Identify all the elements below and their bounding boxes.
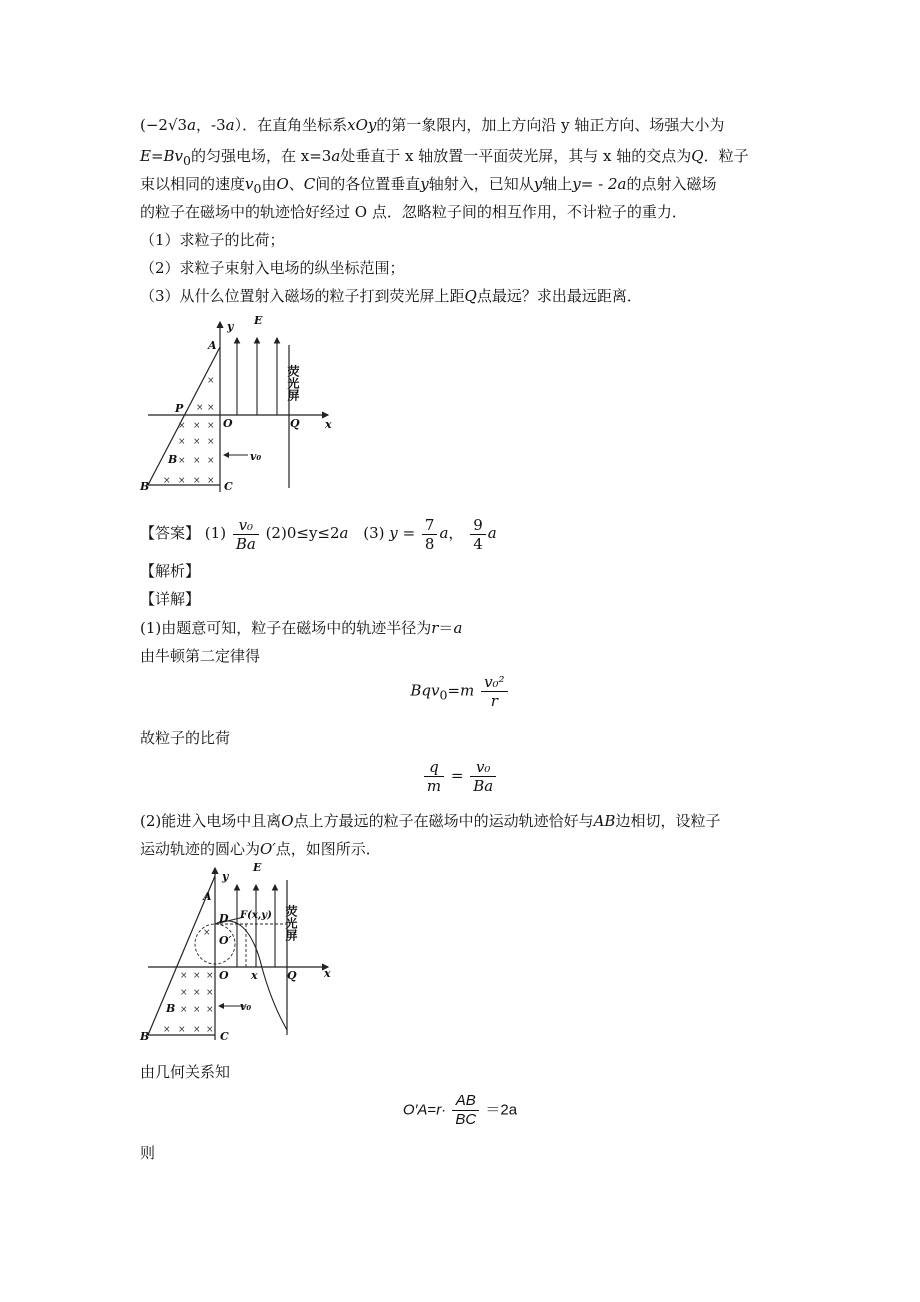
text: = xyxy=(450,766,464,785)
field-cross: × xyxy=(163,476,171,486)
fig2-label-Q: Q xyxy=(287,969,297,982)
field-cross: × xyxy=(178,476,186,486)
fraction xyxy=(452,1092,479,1129)
text: (3) xyxy=(363,524,385,542)
text: 轴射入，已知从 xyxy=(428,175,534,193)
field-cross: × xyxy=(193,988,201,998)
field-cross: × xyxy=(178,1025,186,1035)
numerator: v₀² xyxy=(481,673,508,692)
text: xOy xyxy=(347,116,377,134)
numerator: 7 xyxy=(422,516,438,535)
problem-line-4: 的粒子在磁场中的轨迹恰好经过 O 点．忽略粒子间的相互作用，不计粒子的重力． xyxy=(140,203,687,221)
text: 束以相同的速度 xyxy=(140,175,246,193)
text: ）．在直角坐标系 xyxy=(234,116,348,134)
fig2-label-O: O xyxy=(219,969,229,982)
field-cross: × xyxy=(193,476,201,486)
fig1-label-P: P xyxy=(175,402,184,415)
fig1-label-y: y xyxy=(227,320,234,333)
question-2: （2）求粒子束射入电场的纵坐标范围； xyxy=(140,259,405,277)
text: 轴上 xyxy=(542,175,573,193)
denominator: BC xyxy=(455,1111,477,1128)
fig1-label-B: B xyxy=(140,480,150,492)
text: C xyxy=(303,175,316,193)
text: 0 xyxy=(439,687,448,703)
text: 由 xyxy=(261,175,277,193)
text: Bqv xyxy=(410,681,440,700)
fig2-label-x-point: x xyxy=(251,969,258,982)
field-cross: × xyxy=(178,421,186,431)
ratio-text: 故粒子的比荷 xyxy=(140,729,231,747)
field-cross: × xyxy=(180,988,188,998)
answer-line xyxy=(140,513,497,553)
fig2-label-v0: v₀ xyxy=(240,1000,252,1013)
text: Q xyxy=(691,147,704,165)
text: r xyxy=(431,619,439,637)
text: y xyxy=(420,175,429,193)
text: O′ xyxy=(260,840,276,858)
fig2-label-B-field: B xyxy=(166,1002,176,1015)
field-cross: × xyxy=(178,456,186,466)
text: = xyxy=(402,524,416,542)
numerator: 9 xyxy=(470,516,486,535)
figure-1 xyxy=(138,312,338,492)
field-cross: × xyxy=(206,1025,214,1035)
text: 处垂直于 x 轴放置一平面荧光屏，其与 x 轴的交点为 xyxy=(340,147,692,165)
text: a xyxy=(439,524,449,542)
text: 0 xyxy=(253,181,262,196)
denominator: 8 xyxy=(424,534,435,553)
text: ，-3 xyxy=(196,116,226,134)
newton-text: 由牛顿第二定律得 xyxy=(140,647,261,665)
fig1-label-B-field: B xyxy=(168,453,178,466)
text: O xyxy=(281,812,294,830)
question-1: （1）求粒子的比荷； xyxy=(140,231,285,249)
fig2-label-y: y xyxy=(222,870,229,883)
text: 间的各位置垂直 xyxy=(315,175,421,193)
text: = xyxy=(447,681,461,700)
text: ， xyxy=(448,524,464,542)
text: = xyxy=(427,1101,437,1119)
fig2-label-F: F(x,y) xyxy=(240,910,272,921)
fraction xyxy=(470,516,486,553)
field-cross: × xyxy=(193,971,201,981)
fraction xyxy=(233,516,259,553)
text: ．粒子 xyxy=(703,147,749,165)
fraction xyxy=(470,758,496,795)
fig2-label-A: A xyxy=(203,890,212,903)
text: 的匀强电场，在 x=3 xyxy=(190,147,332,165)
denominator: Ba xyxy=(235,534,256,553)
field-cross: × xyxy=(178,437,186,447)
text: ( xyxy=(140,116,146,134)
text: 点，如图所示． xyxy=(275,840,381,858)
text: (2)0≤y≤2 xyxy=(265,524,340,542)
fig1-label-v0: v₀ xyxy=(250,450,262,463)
equation-1 xyxy=(0,673,920,710)
field-cross: × xyxy=(207,403,215,413)
field-cross: × xyxy=(207,376,215,386)
text: 点上方最远的粒子在磁场中的运动轨迹恰好与 xyxy=(293,812,594,830)
field-cross: × xyxy=(180,1005,188,1015)
text: m xyxy=(460,681,475,700)
step-2-line-2 xyxy=(140,838,381,860)
numerator: v₀ xyxy=(470,758,496,777)
step-2-line-1 xyxy=(140,810,720,832)
fig1-label-x: x xyxy=(325,418,332,431)
equation-3 xyxy=(0,1092,920,1129)
field-cross: × xyxy=(206,988,214,998)
text: a xyxy=(331,147,341,165)
text: E=Bv xyxy=(140,147,184,165)
text: y xyxy=(389,524,398,542)
numerator: v₀ xyxy=(233,516,259,535)
field-cross: × xyxy=(207,456,215,466)
text: 0 xyxy=(183,153,191,168)
fig1-screen-label: 荧光屏 xyxy=(286,365,300,401)
fig2-label-E: E xyxy=(253,861,262,874)
text: 的点射入磁场 xyxy=(626,175,717,193)
fig1-label-E: E xyxy=(254,314,263,327)
fraction xyxy=(422,516,438,553)
field-cross: × xyxy=(206,1005,214,1015)
fig2-label-D: D xyxy=(219,912,229,925)
text: 边相切，设粒子 xyxy=(615,812,721,830)
text: a xyxy=(453,619,463,637)
text: y= - 2 xyxy=(572,175,618,193)
ze-text: 则 xyxy=(140,1144,156,1162)
text: a xyxy=(487,524,497,542)
field-cross: × xyxy=(203,928,211,938)
fig1-label-A: A xyxy=(208,339,217,352)
text: a xyxy=(187,116,197,134)
denominator: r xyxy=(490,692,498,710)
field-cross: × xyxy=(207,476,215,486)
denominator: Ba xyxy=(473,777,494,795)
jiexi-heading: 【解析】 xyxy=(140,562,201,580)
field-cross: × xyxy=(193,421,201,431)
fig1-label-C: C xyxy=(224,480,233,492)
text: 、 xyxy=(288,175,304,193)
text: a xyxy=(225,116,235,134)
fraction xyxy=(481,673,508,710)
text: (2)能进入电场中且离 xyxy=(140,812,282,830)
text: (1)由题意可知，粒子在磁场中的轨迹半径为 xyxy=(140,619,432,637)
text: v xyxy=(245,175,254,193)
numerator: q xyxy=(424,758,444,777)
field-cross: × xyxy=(193,456,201,466)
problem-line-3 xyxy=(140,173,716,200)
fig2-label-x: x xyxy=(324,967,331,980)
text: (1) xyxy=(204,524,227,542)
text: y xyxy=(533,175,543,193)
figure-2 xyxy=(138,858,338,1043)
fig2-screen-label: 荧光屏 xyxy=(284,905,298,941)
answer-label: 【答案】 xyxy=(140,524,201,542)
text: ＝ xyxy=(438,619,454,637)
step-1 xyxy=(140,617,462,639)
field-cross: × xyxy=(163,1025,171,1035)
fig2-label-B: B xyxy=(140,1030,150,1043)
denominator: 4 xyxy=(473,534,483,553)
field-cross: × xyxy=(193,437,201,447)
problem-line-1 xyxy=(140,114,724,136)
text: ＝2a xyxy=(485,1101,518,1119)
text: O xyxy=(276,175,289,193)
geometry-text: 由几何关系知 xyxy=(140,1063,231,1081)
field-cross: × xyxy=(196,403,204,413)
text: AB xyxy=(593,812,616,830)
problem-line-2 xyxy=(140,145,749,172)
text: 运动轨迹的圆心为 xyxy=(140,840,261,858)
fig2-label-Oprime: O′ xyxy=(219,934,232,947)
question-3 xyxy=(140,285,642,307)
text: 的第一象限内，加上方向沿 y 轴正方向、场强大小为 xyxy=(376,116,725,134)
text: a xyxy=(617,175,627,193)
text: Q xyxy=(464,287,477,305)
field-cross: × xyxy=(206,971,214,981)
field-cross: × xyxy=(193,1005,201,1015)
numerator: AB xyxy=(452,1092,479,1111)
text: 点最远？求出最远距离． xyxy=(476,287,642,305)
text: r· xyxy=(436,1101,447,1119)
fig2-label-C: C xyxy=(220,1030,229,1043)
text: a xyxy=(339,524,349,542)
equation-2 xyxy=(0,758,920,795)
fig1-label-Q: Q xyxy=(290,417,300,430)
field-cross: × xyxy=(207,421,215,431)
text: （3）从什么位置射入磁场的粒子打到荧光屏上距 xyxy=(140,287,465,305)
xiangjie-heading: 【详解】 xyxy=(140,590,201,608)
fraction xyxy=(424,758,444,795)
text: O′A xyxy=(402,1101,428,1119)
field-cross: × xyxy=(180,971,188,981)
text: −2√3 xyxy=(145,116,188,134)
denominator: m xyxy=(426,777,442,795)
field-cross: × xyxy=(193,1025,201,1035)
field-cross: × xyxy=(207,437,215,447)
fig1-label-O: O xyxy=(223,417,233,430)
